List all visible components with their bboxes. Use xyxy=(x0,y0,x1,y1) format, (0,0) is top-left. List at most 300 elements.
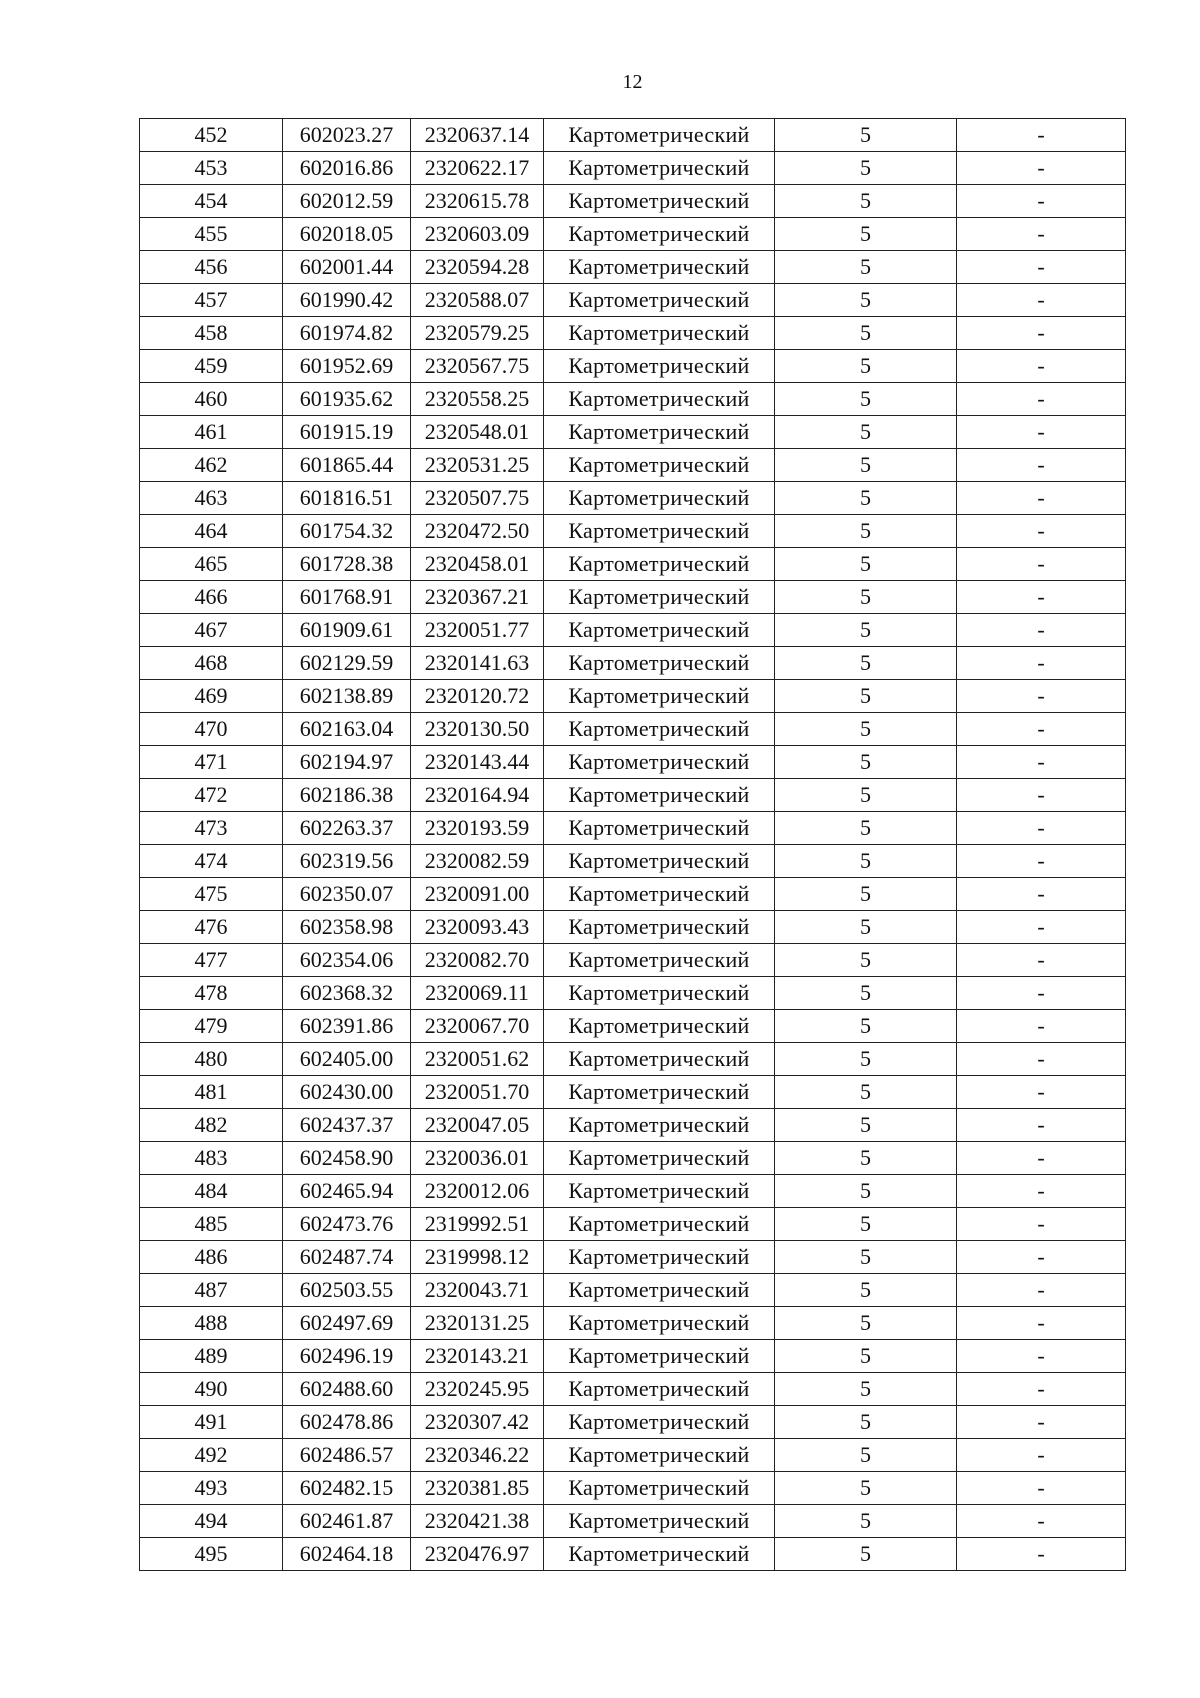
table-row xyxy=(140,977,1126,1010)
accuracy-cell: 5 xyxy=(775,350,957,383)
point-number-cell: 492 xyxy=(140,1439,283,1472)
note-cell: - xyxy=(957,911,1126,944)
point-number-cell: 480 xyxy=(140,1043,283,1076)
table-row xyxy=(140,1208,1126,1241)
y-coordinate-cell: 2320307.42 xyxy=(411,1406,544,1439)
x-coordinate-cell: 602012.59 xyxy=(283,185,411,218)
method-cell: Картометрический xyxy=(544,944,775,977)
method-cell: Картометрический xyxy=(544,911,775,944)
note-cell: - xyxy=(957,713,1126,746)
y-coordinate-cell: 2320067.70 xyxy=(411,1010,544,1043)
note-cell: - xyxy=(957,515,1126,548)
note-cell: - xyxy=(957,614,1126,647)
method-cell: Картометрический xyxy=(544,1043,775,1076)
y-coordinate-cell: 2320051.62 xyxy=(411,1043,544,1076)
y-coordinate-cell: 2320567.75 xyxy=(411,350,544,383)
note-cell: - xyxy=(957,1241,1126,1274)
accuracy-cell: 5 xyxy=(775,1538,957,1571)
point-number-cell: 488 xyxy=(140,1307,283,1340)
table-row xyxy=(140,383,1126,416)
note-cell: - xyxy=(957,1307,1126,1340)
x-coordinate-cell: 602194.97 xyxy=(283,746,411,779)
accuracy-cell: 5 xyxy=(775,746,957,779)
accuracy-cell: 5 xyxy=(775,581,957,614)
y-coordinate-cell: 2320043.71 xyxy=(411,1274,544,1307)
point-number-cell: 486 xyxy=(140,1241,283,1274)
y-coordinate-cell: 2320245.95 xyxy=(411,1373,544,1406)
table-row xyxy=(140,1109,1126,1142)
x-coordinate-cell: 602478.86 xyxy=(283,1406,411,1439)
accuracy-cell: 5 xyxy=(775,878,957,911)
table-row xyxy=(140,1505,1126,1538)
table-row xyxy=(140,878,1126,911)
method-cell: Картометрический xyxy=(544,1208,775,1241)
method-cell: Картометрический xyxy=(544,1472,775,1505)
note-cell: - xyxy=(957,1472,1126,1505)
point-number-cell: 484 xyxy=(140,1175,283,1208)
accuracy-cell: 5 xyxy=(775,152,957,185)
table-row xyxy=(140,1010,1126,1043)
y-coordinate-cell: 2320036.01 xyxy=(411,1142,544,1175)
x-coordinate-cell: 602163.04 xyxy=(283,713,411,746)
note-cell: - xyxy=(957,1142,1126,1175)
point-number-cell: 477 xyxy=(140,944,283,977)
point-number-cell: 482 xyxy=(140,1109,283,1142)
table-row xyxy=(140,647,1126,680)
point-number-cell: 466 xyxy=(140,581,283,614)
accuracy-cell: 5 xyxy=(775,614,957,647)
accuracy-cell: 5 xyxy=(775,1043,957,1076)
y-coordinate-cell: 2320091.00 xyxy=(411,878,544,911)
y-coordinate-cell: 2319992.51 xyxy=(411,1208,544,1241)
accuracy-cell: 5 xyxy=(775,944,957,977)
note-cell: - xyxy=(957,152,1126,185)
x-coordinate-cell: 602486.57 xyxy=(283,1439,411,1472)
accuracy-cell: 5 xyxy=(775,911,957,944)
method-cell: Картометрический xyxy=(544,119,775,152)
x-coordinate-cell: 602496.19 xyxy=(283,1340,411,1373)
method-cell: Картометрический xyxy=(544,152,775,185)
y-coordinate-cell: 2320594.28 xyxy=(411,251,544,284)
table-row xyxy=(140,1472,1126,1505)
y-coordinate-cell: 2320531.25 xyxy=(411,449,544,482)
y-coordinate-cell: 2320051.77 xyxy=(411,614,544,647)
note-cell: - xyxy=(957,680,1126,713)
accuracy-cell: 5 xyxy=(775,1175,957,1208)
method-cell: Картометрический xyxy=(544,1340,775,1373)
accuracy-cell: 5 xyxy=(775,317,957,350)
method-cell: Картометрический xyxy=(544,416,775,449)
table-row xyxy=(140,185,1126,218)
accuracy-cell: 5 xyxy=(775,1439,957,1472)
table-row xyxy=(140,944,1126,977)
method-cell: Картометрический xyxy=(544,713,775,746)
method-cell: Картометрический xyxy=(544,1373,775,1406)
x-coordinate-cell: 602465.94 xyxy=(283,1175,411,1208)
accuracy-cell: 5 xyxy=(775,1340,957,1373)
point-number-cell: 471 xyxy=(140,746,283,779)
table-row xyxy=(140,1076,1126,1109)
table-row xyxy=(140,1175,1126,1208)
table-row xyxy=(140,482,1126,515)
accuracy-cell: 5 xyxy=(775,1505,957,1538)
accuracy-cell: 5 xyxy=(775,1208,957,1241)
y-coordinate-cell: 2320507.75 xyxy=(411,482,544,515)
note-cell: - xyxy=(957,218,1126,251)
method-cell: Картометрический xyxy=(544,284,775,317)
method-cell: Картометрический xyxy=(544,449,775,482)
y-coordinate-cell: 2320082.70 xyxy=(411,944,544,977)
point-number-cell: 452 xyxy=(140,119,283,152)
table-row xyxy=(140,812,1126,845)
note-cell: - xyxy=(957,185,1126,218)
accuracy-cell: 5 xyxy=(775,482,957,515)
point-number-cell: 469 xyxy=(140,680,283,713)
y-coordinate-cell: 2320458.01 xyxy=(411,548,544,581)
y-coordinate-cell: 2320131.25 xyxy=(411,1307,544,1340)
point-number-cell: 468 xyxy=(140,647,283,680)
note-cell: - xyxy=(957,482,1126,515)
table-row xyxy=(140,680,1126,713)
note-cell: - xyxy=(957,1208,1126,1241)
coordinates-table-body xyxy=(140,119,1126,1571)
note-cell: - xyxy=(957,977,1126,1010)
point-number-cell: 460 xyxy=(140,383,283,416)
x-coordinate-cell: 602186.38 xyxy=(283,779,411,812)
x-coordinate-cell: 602464.18 xyxy=(283,1538,411,1571)
accuracy-cell: 5 xyxy=(775,647,957,680)
y-coordinate-cell: 2320051.70 xyxy=(411,1076,544,1109)
table-row xyxy=(140,1241,1126,1274)
point-number-cell: 475 xyxy=(140,878,283,911)
y-coordinate-cell: 2320622.17 xyxy=(411,152,544,185)
x-coordinate-cell: 602368.32 xyxy=(283,977,411,1010)
method-cell: Картометрический xyxy=(544,1175,775,1208)
y-coordinate-cell: 2320558.25 xyxy=(411,383,544,416)
table-row xyxy=(140,548,1126,581)
point-number-cell: 454 xyxy=(140,185,283,218)
table-row xyxy=(140,1274,1126,1307)
method-cell: Картометрический xyxy=(544,779,775,812)
method-cell: Картометрический xyxy=(544,812,775,845)
point-number-cell: 461 xyxy=(140,416,283,449)
x-coordinate-cell: 601768.91 xyxy=(283,581,411,614)
note-cell: - xyxy=(957,1406,1126,1439)
accuracy-cell: 5 xyxy=(775,251,957,284)
x-coordinate-cell: 602354.06 xyxy=(283,944,411,977)
accuracy-cell: 5 xyxy=(775,416,957,449)
y-coordinate-cell: 2320603.09 xyxy=(411,218,544,251)
table-row xyxy=(140,1142,1126,1175)
method-cell: Картометрический xyxy=(544,548,775,581)
y-coordinate-cell: 2320012.06 xyxy=(411,1175,544,1208)
note-cell: - xyxy=(957,284,1126,317)
x-coordinate-cell: 602430.00 xyxy=(283,1076,411,1109)
method-cell: Картометрический xyxy=(544,1142,775,1175)
note-cell: - xyxy=(957,944,1126,977)
point-number-cell: 464 xyxy=(140,515,283,548)
note-cell: - xyxy=(957,1010,1126,1043)
point-number-cell: 456 xyxy=(140,251,283,284)
accuracy-cell: 5 xyxy=(775,548,957,581)
accuracy-cell: 5 xyxy=(775,449,957,482)
table-row xyxy=(140,779,1126,812)
point-number-cell: 459 xyxy=(140,350,283,383)
method-cell: Картометрический xyxy=(544,845,775,878)
y-coordinate-cell: 2320346.22 xyxy=(411,1439,544,1472)
method-cell: Картометрический xyxy=(544,1076,775,1109)
x-coordinate-cell: 602350.07 xyxy=(283,878,411,911)
accuracy-cell: 5 xyxy=(775,812,957,845)
x-coordinate-cell: 602018.05 xyxy=(283,218,411,251)
accuracy-cell: 5 xyxy=(775,845,957,878)
method-cell: Картометрический xyxy=(544,1505,775,1538)
note-cell: - xyxy=(957,1175,1126,1208)
x-coordinate-cell: 601865.44 xyxy=(283,449,411,482)
y-coordinate-cell: 2320130.50 xyxy=(411,713,544,746)
x-coordinate-cell: 601990.42 xyxy=(283,284,411,317)
table-row xyxy=(140,449,1126,482)
method-cell: Картометрический xyxy=(544,383,775,416)
accuracy-cell: 5 xyxy=(775,218,957,251)
x-coordinate-cell: 601952.69 xyxy=(283,350,411,383)
y-coordinate-cell: 2320615.78 xyxy=(411,185,544,218)
y-coordinate-cell: 2320120.72 xyxy=(411,680,544,713)
x-coordinate-cell: 602488.60 xyxy=(283,1373,411,1406)
table-row xyxy=(140,152,1126,185)
x-coordinate-cell: 602497.69 xyxy=(283,1307,411,1340)
y-coordinate-cell: 2320143.44 xyxy=(411,746,544,779)
x-coordinate-cell: 602358.98 xyxy=(283,911,411,944)
accuracy-cell: 5 xyxy=(775,1472,957,1505)
point-number-cell: 483 xyxy=(140,1142,283,1175)
y-coordinate-cell: 2320588.07 xyxy=(411,284,544,317)
x-coordinate-cell: 602138.89 xyxy=(283,680,411,713)
point-number-cell: 487 xyxy=(140,1274,283,1307)
point-number-cell: 472 xyxy=(140,779,283,812)
method-cell: Картометрический xyxy=(544,614,775,647)
note-cell: - xyxy=(957,1340,1126,1373)
x-coordinate-cell: 602263.37 xyxy=(283,812,411,845)
table-row xyxy=(140,1043,1126,1076)
point-number-cell: 458 xyxy=(140,317,283,350)
point-number-cell: 485 xyxy=(140,1208,283,1241)
method-cell: Картометрический xyxy=(544,218,775,251)
x-coordinate-cell: 602437.37 xyxy=(283,1109,411,1142)
x-coordinate-cell: 602482.15 xyxy=(283,1472,411,1505)
point-number-cell: 491 xyxy=(140,1406,283,1439)
accuracy-cell: 5 xyxy=(775,1241,957,1274)
y-coordinate-cell: 2320548.01 xyxy=(411,416,544,449)
note-cell: - xyxy=(957,647,1126,680)
y-coordinate-cell: 2320637.14 xyxy=(411,119,544,152)
x-coordinate-cell: 602458.90 xyxy=(283,1142,411,1175)
x-coordinate-cell: 602001.44 xyxy=(283,251,411,284)
table-row xyxy=(140,1373,1126,1406)
table-row xyxy=(140,1439,1126,1472)
y-coordinate-cell: 2320421.38 xyxy=(411,1505,544,1538)
x-coordinate-cell: 601728.38 xyxy=(283,548,411,581)
accuracy-cell: 5 xyxy=(775,515,957,548)
y-coordinate-cell: 2320381.85 xyxy=(411,1472,544,1505)
x-coordinate-cell: 601935.62 xyxy=(283,383,411,416)
x-coordinate-cell: 602129.59 xyxy=(283,647,411,680)
accuracy-cell: 5 xyxy=(775,1373,957,1406)
point-number-cell: 489 xyxy=(140,1340,283,1373)
method-cell: Картометрический xyxy=(544,251,775,284)
method-cell: Картометрический xyxy=(544,350,775,383)
point-number-cell: 465 xyxy=(140,548,283,581)
method-cell: Картометрический xyxy=(544,1241,775,1274)
point-number-cell: 473 xyxy=(140,812,283,845)
y-coordinate-cell: 2320164.94 xyxy=(411,779,544,812)
point-number-cell: 474 xyxy=(140,845,283,878)
x-coordinate-cell: 602391.86 xyxy=(283,1010,411,1043)
note-cell: - xyxy=(957,878,1126,911)
accuracy-cell: 5 xyxy=(775,1076,957,1109)
method-cell: Картометрический xyxy=(544,977,775,1010)
table-row xyxy=(140,1406,1126,1439)
method-cell: Картометрический xyxy=(544,317,775,350)
method-cell: Картометрический xyxy=(544,1538,775,1571)
method-cell: Картометрический xyxy=(544,515,775,548)
point-number-cell: 476 xyxy=(140,911,283,944)
table-row xyxy=(140,845,1126,878)
point-number-cell: 455 xyxy=(140,218,283,251)
note-cell: - xyxy=(957,350,1126,383)
method-cell: Картометрический xyxy=(544,878,775,911)
method-cell: Картометрический xyxy=(544,1109,775,1142)
table-row xyxy=(140,119,1126,152)
coordinates-table xyxy=(139,118,1126,1571)
accuracy-cell: 5 xyxy=(775,1010,957,1043)
y-coordinate-cell: 2320476.97 xyxy=(411,1538,544,1571)
point-number-cell: 479 xyxy=(140,1010,283,1043)
point-number-cell: 463 xyxy=(140,482,283,515)
table-row xyxy=(140,614,1126,647)
page-number: 12 xyxy=(622,71,643,93)
point-number-cell: 494 xyxy=(140,1505,283,1538)
point-number-cell: 467 xyxy=(140,614,283,647)
point-number-cell: 462 xyxy=(140,449,283,482)
method-cell: Картометрический xyxy=(544,581,775,614)
accuracy-cell: 5 xyxy=(775,977,957,1010)
note-cell: - xyxy=(957,548,1126,581)
point-number-cell: 478 xyxy=(140,977,283,1010)
y-coordinate-cell: 2319998.12 xyxy=(411,1241,544,1274)
y-coordinate-cell: 2320141.63 xyxy=(411,647,544,680)
y-coordinate-cell: 2320143.21 xyxy=(411,1340,544,1373)
accuracy-cell: 5 xyxy=(775,1142,957,1175)
point-number-cell: 493 xyxy=(140,1472,283,1505)
note-cell: - xyxy=(957,746,1126,779)
y-coordinate-cell: 2320579.25 xyxy=(411,317,544,350)
table-row xyxy=(140,251,1126,284)
accuracy-cell: 5 xyxy=(775,383,957,416)
y-coordinate-cell: 2320082.59 xyxy=(411,845,544,878)
table-row xyxy=(140,746,1126,779)
note-cell: - xyxy=(957,1505,1126,1538)
table-row xyxy=(140,1307,1126,1340)
accuracy-cell: 5 xyxy=(775,1109,957,1142)
table-row xyxy=(140,317,1126,350)
accuracy-cell: 5 xyxy=(775,1274,957,1307)
accuracy-cell: 5 xyxy=(775,779,957,812)
note-cell: - xyxy=(957,1274,1126,1307)
point-number-cell: 481 xyxy=(140,1076,283,1109)
note-cell: - xyxy=(957,845,1126,878)
note-cell: - xyxy=(957,383,1126,416)
table-row xyxy=(140,911,1126,944)
x-coordinate-cell: 602487.74 xyxy=(283,1241,411,1274)
y-coordinate-cell: 2320472.50 xyxy=(411,515,544,548)
method-cell: Картометрический xyxy=(544,647,775,680)
accuracy-cell: 5 xyxy=(775,713,957,746)
table-row xyxy=(140,284,1126,317)
note-cell: - xyxy=(957,1076,1126,1109)
point-number-cell: 470 xyxy=(140,713,283,746)
point-number-cell: 453 xyxy=(140,152,283,185)
table-row xyxy=(140,416,1126,449)
y-coordinate-cell: 2320069.11 xyxy=(411,977,544,1010)
point-number-cell: 490 xyxy=(140,1373,283,1406)
accuracy-cell: 5 xyxy=(775,284,957,317)
accuracy-cell: 5 xyxy=(775,680,957,713)
x-coordinate-cell: 601974.82 xyxy=(283,317,411,350)
method-cell: Картометрический xyxy=(544,746,775,779)
x-coordinate-cell: 602405.00 xyxy=(283,1043,411,1076)
point-number-cell: 457 xyxy=(140,284,283,317)
note-cell: - xyxy=(957,317,1126,350)
x-coordinate-cell: 602503.55 xyxy=(283,1274,411,1307)
y-coordinate-cell: 2320193.59 xyxy=(411,812,544,845)
method-cell: Картометрический xyxy=(544,1439,775,1472)
accuracy-cell: 5 xyxy=(775,119,957,152)
accuracy-cell: 5 xyxy=(775,185,957,218)
method-cell: Картометрический xyxy=(544,185,775,218)
method-cell: Картометрический xyxy=(544,1010,775,1043)
note-cell: - xyxy=(957,779,1126,812)
note-cell: - xyxy=(957,449,1126,482)
x-coordinate-cell: 602016.86 xyxy=(283,152,411,185)
note-cell: - xyxy=(957,1439,1126,1472)
note-cell: - xyxy=(957,1373,1126,1406)
note-cell: - xyxy=(957,581,1126,614)
table-row xyxy=(140,350,1126,383)
method-cell: Картометрический xyxy=(544,482,775,515)
x-coordinate-cell: 602461.87 xyxy=(283,1505,411,1538)
x-coordinate-cell: 602023.27 xyxy=(283,119,411,152)
note-cell: - xyxy=(957,416,1126,449)
y-coordinate-cell: 2320367.21 xyxy=(411,581,544,614)
table-row xyxy=(140,1340,1126,1373)
x-coordinate-cell: 602319.56 xyxy=(283,845,411,878)
note-cell: - xyxy=(957,1538,1126,1571)
x-coordinate-cell: 602473.76 xyxy=(283,1208,411,1241)
point-number-cell: 495 xyxy=(140,1538,283,1571)
table-row xyxy=(140,218,1126,251)
note-cell: - xyxy=(957,251,1126,284)
table-row xyxy=(140,515,1126,548)
note-cell: - xyxy=(957,812,1126,845)
note-cell: - xyxy=(957,1043,1126,1076)
table-row xyxy=(140,581,1126,614)
method-cell: Картометрический xyxy=(544,680,775,713)
y-coordinate-cell: 2320047.05 xyxy=(411,1109,544,1142)
x-coordinate-cell: 601754.32 xyxy=(283,515,411,548)
accuracy-cell: 5 xyxy=(775,1307,957,1340)
table-row xyxy=(140,1538,1126,1571)
